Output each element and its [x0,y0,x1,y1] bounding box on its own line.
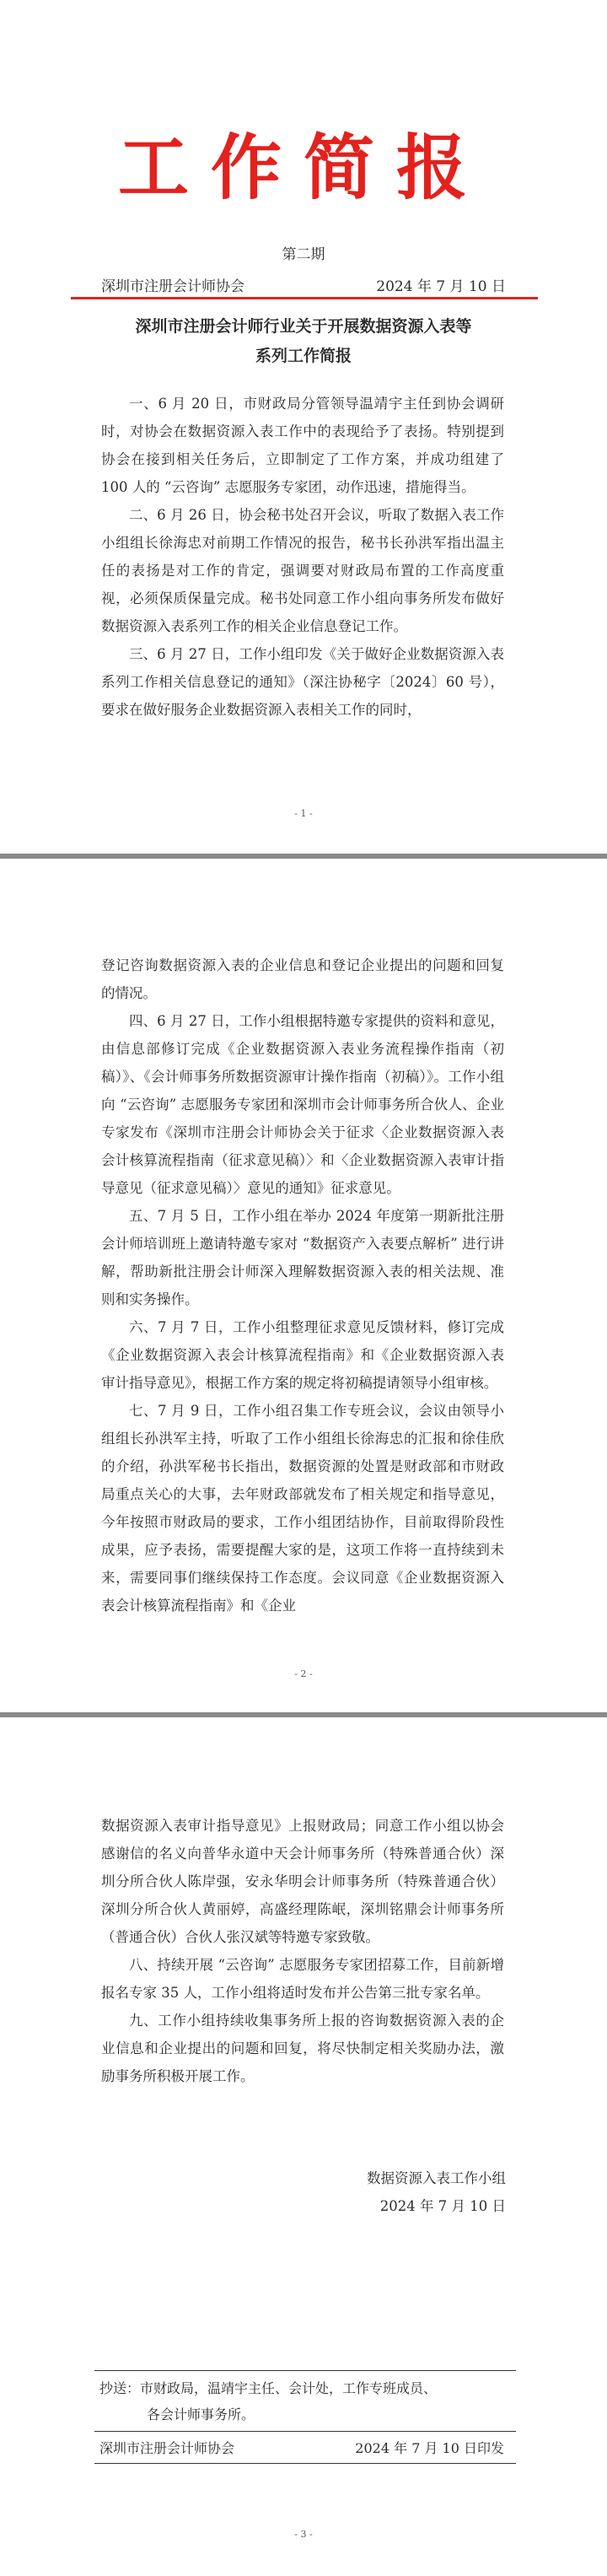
paragraph: 数据资源入表审计指导意见》上报财政局；同意工作小组以协会感谢信的名义向普华永道中天会计师事务所（特殊普通合伙）深圳分所合伙人陈岸强，安永华明会计师事务所（特殊普通合伙）深圳分所合伙人黄丽婷，高盛经理陈岷，深圳铭鼎会计师事务所（普通合伙）合伙人张汉斌等特邀专家致敬。 [101,1818,504,1945]
signature-block [337,2164,506,2220]
page-3-body [101,1812,504,2090]
document-title-line-2: 系列工作简报 [255,347,352,365]
header-row [101,274,506,294]
issue-number: 第二期 [282,246,325,263]
paragraph: 二、6 月 26 日，协会秘书处召开会议，听取了数据入表工作小组组长徐海忠对前期工作情况的报告，秘书长孙洪军指出温主任的表扬是对工作的肯定，强调要对财政局布置的工作高度重视，必须保质保量完成。秘书处同意工作小组向事务所发布做好数据资源入表系列工作的相关企业信息登记工作。 [101,507,504,634]
page-2 [0,859,607,1712]
footer-date: 2024 年 7 月 10 日印发 [355,2440,504,2456]
bulletin-title: 工作简报 [117,127,489,209]
page-number: - 3 - [294,2529,313,2540]
paragraph: 九、工作小组持续收集事务所上报的咨询数据资源入表的企业信息和企业提出的问题和回复，将尽快制定相关奖励办法，激励事务所积极开展工作。 [101,2013,504,2084]
issue-date: 2024 年 7 月 10 日 [376,278,506,295]
paragraph: 八、持续开展 “云咨询” 志愿服务专家团招募工作，目前新增报名专家 35 人，工作小组将适时发布并公告第三批专家名单。 [101,1957,504,2001]
signature-date: 2024 年 7 月 10 日 [379,2198,506,2214]
footer-top-rule [94,2431,516,2432]
cc-line-1: 抄送：市财政局，温靖宇主任、会计处，工作专班成员、 [99,2380,438,2396]
paragraph: 一、6 月 20 日，市财政局分管领导温靖宇主任到协会调研时，对协会在数据资源入表工作中的表现给予了表扬。特别提到协会在接到相关任务后，立即制定了工作方案，并成功组建了 100 人的 “云咨询” 志愿服务专家团，动作迅速，措施得当。 [101,396,504,495]
cc-line-2: 各会计师事务所。 [147,2406,255,2422]
paragraph: 登记咨询数据资源入表的企业信息和登记企业提出的问题和回复的情况。 [101,957,504,1001]
paragraph: 五、7 月 5 日，工作小组在举办 2024 年度第一期新批注册会计师培训班上邀请特邀专家对 “数据资产入表要点解析” 进行讲解，帮助新批注册会计师深入理解数据资源入表的相关法规、准则和实务操作。 [101,1208,504,1307]
paragraph: 七、7 月 9 日，工作小组召集工作专班会议，会议由领导小组组长孙洪军主持，听取了工作小组组长徐海忠的汇报和徐佳欣的介绍，孙洪军秘书长指出，数据资源的处置是财政部和市财政局重点关心的大事，去年财政部就发布了相关规定和指导意见，今年按照市财政局的要求，工作小组团结协作，目前取得阶段性成果，应予表扬，需要提醒大家的是，这项工作将一直持续到未来，需要同事们继续保持工作态度。会议同意《企业数据资源入表会计核算流程指南》和《企业 [101,1403,504,1614]
document-title-line-1: 深圳市注册会计师行业关于开展数据资源入表等 [135,317,472,336]
page-1-body [101,390,504,724]
footer-bottom-rule [94,2463,516,2464]
cc-block [99,2375,504,2428]
signature-group: 数据资源入表工作小组 [367,2170,506,2186]
paragraph: 四、6 月 27 日，工作小组根据特邀专家提供的资料和意见，由信息部修订完成《企业数据资源入表业务流程操作指南（初稿）》、《会计师事务所数据资源审计操作指南（初稿）》。工作小组向 “云咨询” 志愿服务专家团和深圳市会计师事务所合伙人、企业专家发布《深圳市注册会计师协会关于征求〈企业数据资源入表会计核算流程指南（征求意见稿）〉和〈企业数据资源入表审计指导意见（征求意见稿）〉意见的通知》征求意见。 [101,1013,504,1196]
footer-row [99,2438,504,2458]
paragraph: 六、7 月 7 日，工作小组整理征求意见反馈材料，修订完成《企业数据资源入表会计核算流程指南》和《企业数据资源入表审计指导意见》，根据工作方案的规定将初稿提请领导小组审核。 [101,1319,504,1391]
paragraph: 三、6 月 27 日，工作小组印发《关于做好企业数据资源入表系列工作相关信息登记的通知》（深注协秘字〔2024〕60 号），要求在做好服务企业数据资源入表相关工作的同时， [101,646,504,718]
page-1 [0,0,607,854]
red-divider [71,297,538,299]
issuer-org: 深圳市注册会计师协会 [101,278,244,295]
page-number: - 1 - [294,808,313,819]
document-title [84,312,523,371]
page-number: - 2 - [294,1668,313,1679]
page-2-body [101,951,504,1619]
cc-top-rule [94,2370,516,2371]
page-3 [0,1717,607,2576]
footer-org: 深圳市注册会计师协会 [99,2440,235,2456]
